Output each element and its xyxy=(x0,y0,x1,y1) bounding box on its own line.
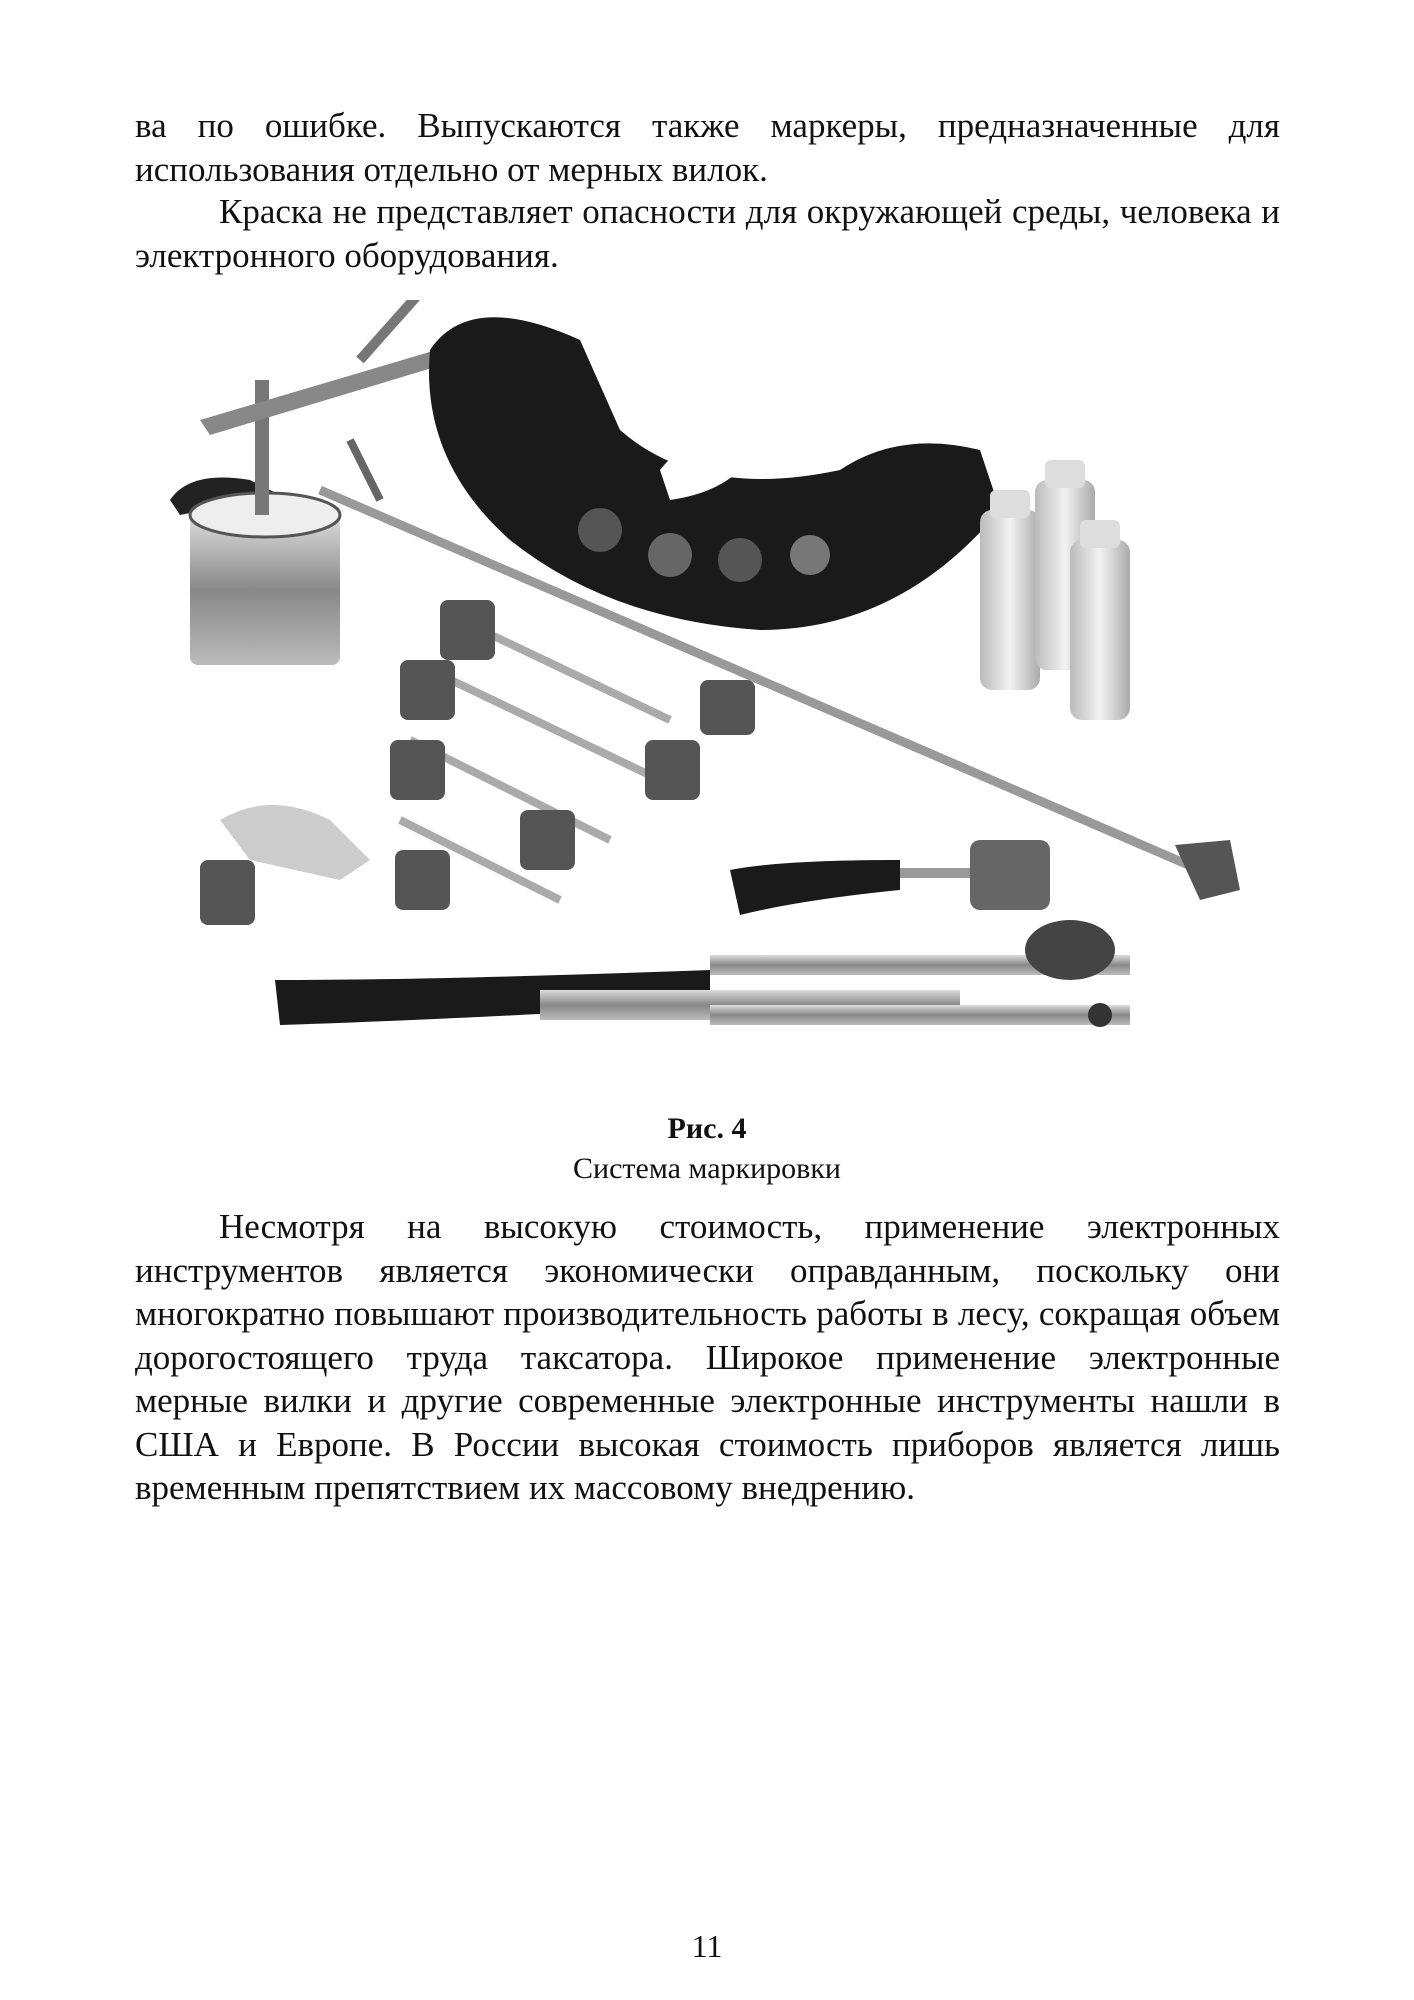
marking-hammer xyxy=(730,840,1050,915)
paint-bottles xyxy=(980,460,1130,720)
paragraph-electronic-tools: Несмотря на высокую стоимость, применение электронных инструментов является экономически оправданным, поскольку они многократно повышают производительность работы в лесу, сокращая объем дорогостоящего труда таксатора. Широкое применение электронные мерные вилки и другие современные электронные инструменты нашли в США и Европе. В России высокая стоимость приборов является лишь временным препятствием их массовому внедрению. xyxy=(135,1207,1280,1507)
electronic-caliper xyxy=(275,920,1130,1027)
marking-system-photo xyxy=(140,300,1280,1100)
paragraph-paint-safety: Краска не представляет опасности для окружающей среды, человека и электронного оборудования. xyxy=(135,192,1280,275)
paint-can-sprayer xyxy=(170,300,475,665)
page-number: 11 xyxy=(691,1928,723,1964)
figure-caption: Система маркировки xyxy=(573,1152,841,1185)
paragraph-continuation: ва по ошибке. Выпускаются также маркеры, предназначенные для использования отдельно от мерных вилок. xyxy=(135,106,1280,189)
figure-label: Рис. 4 xyxy=(667,1112,747,1145)
